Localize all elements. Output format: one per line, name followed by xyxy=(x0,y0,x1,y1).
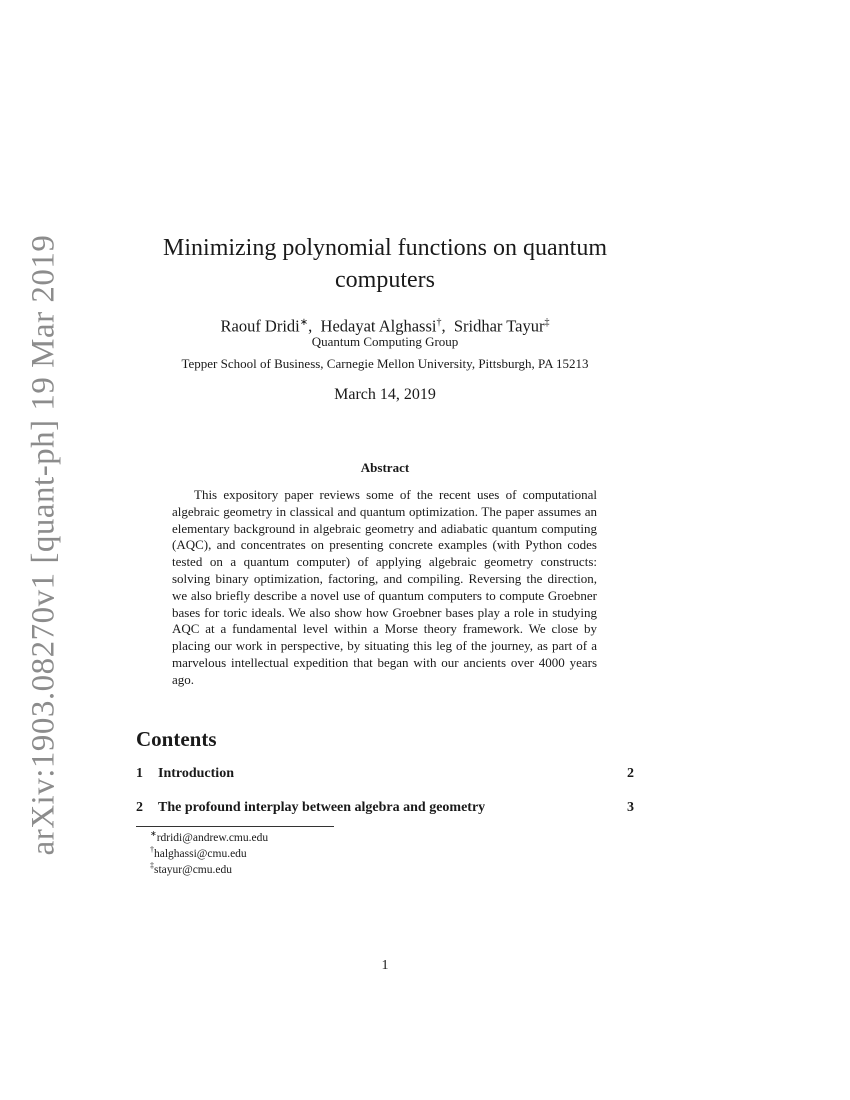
affiliation-school: Tepper School of Business, Carnegie Mellon University, Pittsburgh, PA 15213 xyxy=(181,356,589,371)
abstract-heading: Abstract xyxy=(360,460,410,475)
footnote-mark: ‡ xyxy=(150,861,154,870)
contents-heading: Contents xyxy=(136,727,217,751)
author-list: Raouf Dridi∗, Hedayat Alghassi†, Sridhar Tayur‡ xyxy=(220,316,550,336)
footnote-email: stayur@cmu.edu xyxy=(154,863,232,876)
abstract-text: This expository paper reviews some of the recent uses of computational algebraic geometry in classical and quantum optimization. The paper assumes an elementary background in algebraic geometry and adiabatic quantum computing (AQC), and concentrates on presenting concrete examples (with Python codes tested on a quantum computer) of applying algebraic geometry constructs: solving binary optimization, factoring, and compiling. Reversing the direction, we also briefly describe a novel use of quantum computers to compute Groebner bases for toric ideals. We also show how Groebner bases play a role in studying AQC at a fundamental level within a Morse theory framework. We close by placing our work in perspective, by situating this leg of the journey, as part of a marvelous intellectual expedition that began with our ancients over 4000 years ago. xyxy=(172,487,597,687)
affiliation-group: Quantum Computing Group xyxy=(311,334,459,349)
author-name: Sridhar Tayur xyxy=(453,316,545,336)
author-mark: ∗ xyxy=(299,317,309,328)
arxiv-stamp: arXiv:1903.08270v1 [quant-ph] 19 Mar 2019 xyxy=(25,234,62,856)
author-mark: † xyxy=(436,317,442,328)
paper-title xyxy=(0,232,770,296)
footnote xyxy=(150,861,232,876)
toc-title: Introduction xyxy=(158,766,234,781)
toc-title: The profound interplay between algebra and geometry xyxy=(158,800,486,815)
title-line-1: Minimizing polynomial functions on quantum xyxy=(163,235,607,261)
footnote-mark: † xyxy=(150,845,154,854)
paper-date: March 14, 2019 xyxy=(334,386,436,403)
toc-page: 2 xyxy=(627,766,634,781)
author-name: Raouf Dridi xyxy=(220,316,300,336)
footnote-rule xyxy=(136,826,334,827)
author-mark: ‡ xyxy=(544,317,550,328)
footnote-email: rdridi@andrew.cmu.edu xyxy=(156,831,269,844)
footnote-email: halghassi@cmu.edu xyxy=(154,847,247,860)
page-number: 1 xyxy=(381,958,389,973)
footnote-mark: ∗ xyxy=(150,829,157,838)
footnote xyxy=(150,845,247,860)
footnote xyxy=(150,829,268,844)
title-line-2: computers xyxy=(335,267,435,293)
author-name: Hedayat Alghassi xyxy=(320,316,437,336)
toc-number: 1 xyxy=(136,766,143,781)
toc-page: 3 xyxy=(627,800,634,815)
toc-number: 2 xyxy=(136,800,143,815)
toc-entry[interactable] xyxy=(136,800,634,816)
toc-entry[interactable] xyxy=(136,766,634,782)
